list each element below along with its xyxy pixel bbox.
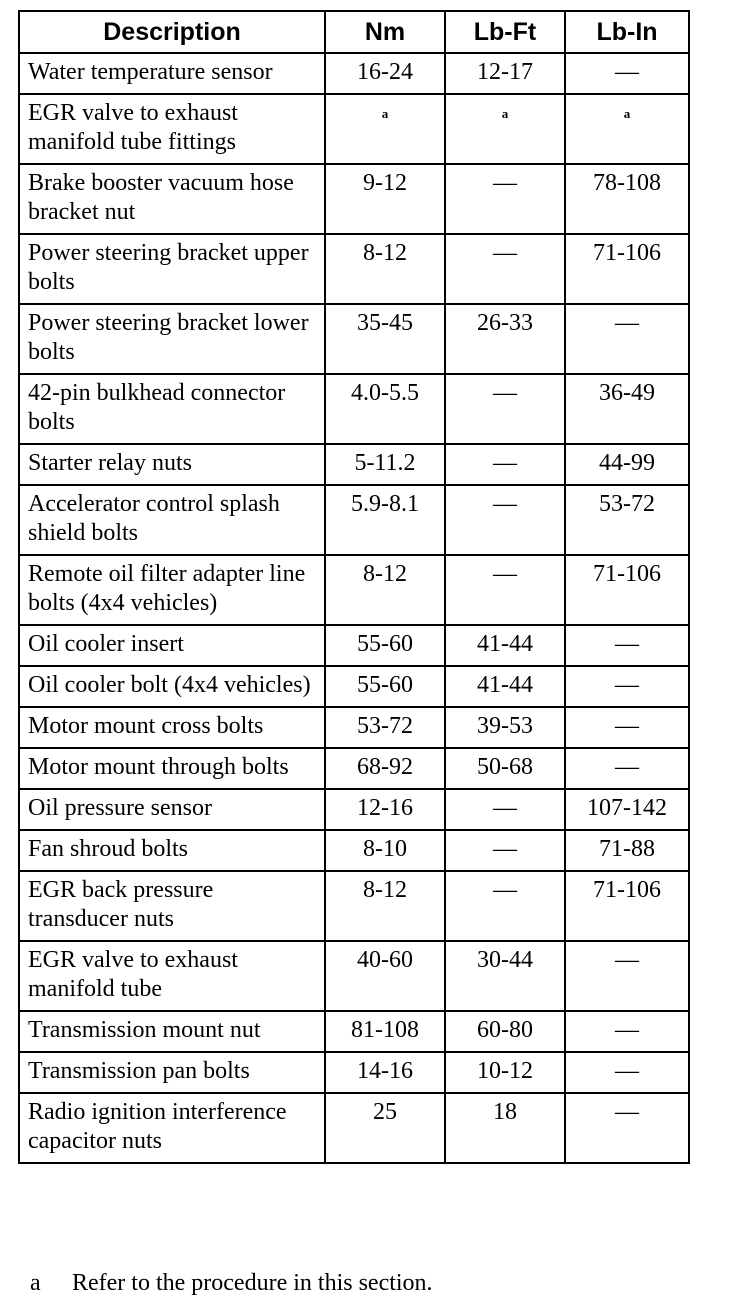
table-row xyxy=(19,444,689,485)
table-row xyxy=(19,555,689,625)
table-row xyxy=(19,871,689,941)
table-row xyxy=(19,1093,689,1163)
table-body xyxy=(19,53,689,1163)
cell-lbin: — xyxy=(565,1011,689,1052)
cell-lbft: 39-53 xyxy=(445,707,565,748)
table-row xyxy=(19,789,689,830)
cell-description: EGR back pressure transducer nuts xyxy=(19,871,325,941)
cell-description: Accelerator control splash shield bolts xyxy=(19,485,325,555)
table-row xyxy=(19,53,689,94)
column-header-lbft: Lb-Ft xyxy=(445,11,565,53)
footnote-marker: a xyxy=(30,1270,41,1296)
cell-description: Transmission mount nut xyxy=(19,1011,325,1052)
cell-nm: 55-60 xyxy=(325,625,445,666)
footnote xyxy=(30,1270,433,1297)
cell-nm: 25 xyxy=(325,1093,445,1163)
table-row xyxy=(19,164,689,234)
cell-lbin: 44-99 xyxy=(565,444,689,485)
cell-lbft: a xyxy=(445,94,565,164)
cell-nm: 5.9-8.1 xyxy=(325,485,445,555)
cell-lbft: 18 xyxy=(445,1093,565,1163)
cell-nm: 68-92 xyxy=(325,748,445,789)
cell-description: Power steering bracket upper bolts xyxy=(19,234,325,304)
cell-lbin: — xyxy=(565,1052,689,1093)
cell-lbin: — xyxy=(565,304,689,374)
cell-nm: 4.0-5.5 xyxy=(325,374,445,444)
cell-description: Oil cooler bolt (4x4 vehicles) xyxy=(19,666,325,707)
cell-nm: 16-24 xyxy=(325,53,445,94)
cell-lbin: 71-106 xyxy=(565,555,689,625)
cell-lbft: — xyxy=(445,485,565,555)
torque-spec-table xyxy=(18,10,690,1164)
table-row xyxy=(19,1011,689,1052)
column-header-lbin: Lb-In xyxy=(565,11,689,53)
cell-lbin: a xyxy=(565,94,689,164)
cell-lbin: — xyxy=(565,1093,689,1163)
table-row xyxy=(19,941,689,1011)
table-row xyxy=(19,94,689,164)
table-row xyxy=(19,625,689,666)
cell-lbft: 41-44 xyxy=(445,666,565,707)
cell-description: Motor mount cross bolts xyxy=(19,707,325,748)
cell-lbin: 78-108 xyxy=(565,164,689,234)
cell-lbin: 71-106 xyxy=(565,871,689,941)
cell-nm: 8-12 xyxy=(325,555,445,625)
cell-nm: 8-12 xyxy=(325,871,445,941)
cell-lbin: — xyxy=(565,707,689,748)
cell-nm: 5-11.2 xyxy=(325,444,445,485)
cell-lbft: — xyxy=(445,374,565,444)
column-header-description: Description xyxy=(19,11,325,53)
cell-lbft: 60-80 xyxy=(445,1011,565,1052)
cell-lbin: — xyxy=(565,941,689,1011)
cell-description: Radio ignition interference capacitor nuts xyxy=(19,1093,325,1163)
column-header-nm: Nm xyxy=(325,11,445,53)
cell-nm: a xyxy=(325,94,445,164)
cell-nm: 35-45 xyxy=(325,304,445,374)
cell-description: Motor mount through bolts xyxy=(19,748,325,789)
cell-nm: 53-72 xyxy=(325,707,445,748)
table-row xyxy=(19,1052,689,1093)
cell-lbft: — xyxy=(445,830,565,871)
cell-lbft: 10-12 xyxy=(445,1052,565,1093)
table-row xyxy=(19,707,689,748)
cell-lbin: 71-88 xyxy=(565,830,689,871)
cell-lbft: — xyxy=(445,444,565,485)
cell-lbin: — xyxy=(565,625,689,666)
cell-lbft: — xyxy=(445,789,565,830)
cell-lbft: 41-44 xyxy=(445,625,565,666)
cell-lbft: 50-68 xyxy=(445,748,565,789)
cell-lbin: — xyxy=(565,666,689,707)
table-row xyxy=(19,666,689,707)
cell-description: EGR valve to exhaust manifold tube fittings xyxy=(19,94,325,164)
footnote-text: Refer to the procedure in this section. xyxy=(72,1270,433,1296)
cell-description: Oil cooler insert xyxy=(19,625,325,666)
cell-description: Remote oil filter adapter line bolts (4x4 vehicles) xyxy=(19,555,325,625)
cell-description: Starter relay nuts xyxy=(19,444,325,485)
table-row xyxy=(19,374,689,444)
cell-lbin: — xyxy=(565,53,689,94)
cell-lbin: — xyxy=(565,748,689,789)
cell-nm: 8-12 xyxy=(325,234,445,304)
cell-lbft: — xyxy=(445,234,565,304)
cell-lbft: — xyxy=(445,871,565,941)
cell-lbin: 36-49 xyxy=(565,374,689,444)
table-row xyxy=(19,748,689,789)
cell-description: Oil pressure sensor xyxy=(19,789,325,830)
table-row xyxy=(19,485,689,555)
cell-description: Fan shroud bolts xyxy=(19,830,325,871)
cell-lbin: 107-142 xyxy=(565,789,689,830)
cell-description: 42-pin bulkhead connector bolts xyxy=(19,374,325,444)
cell-lbft: 26-33 xyxy=(445,304,565,374)
cell-description: Transmission pan bolts xyxy=(19,1052,325,1093)
cell-nm: 9-12 xyxy=(325,164,445,234)
cell-nm: 40-60 xyxy=(325,941,445,1011)
cell-lbin: 71-106 xyxy=(565,234,689,304)
torque-spec-sheet xyxy=(18,10,688,1164)
table-row xyxy=(19,304,689,374)
cell-lbft: 30-44 xyxy=(445,941,565,1011)
table-row xyxy=(19,234,689,304)
cell-description: Water temperature sensor xyxy=(19,53,325,94)
cell-description: Brake booster vacuum hose bracket nut xyxy=(19,164,325,234)
cell-nm: 14-16 xyxy=(325,1052,445,1093)
table-header-row xyxy=(19,11,689,53)
cell-lbft: 12-17 xyxy=(445,53,565,94)
cell-nm: 81-108 xyxy=(325,1011,445,1052)
cell-lbin: 53-72 xyxy=(565,485,689,555)
cell-lbft: — xyxy=(445,164,565,234)
table-row xyxy=(19,830,689,871)
cell-description: Power steering bracket lower bolts xyxy=(19,304,325,374)
cell-nm: 8-10 xyxy=(325,830,445,871)
cell-lbft: — xyxy=(445,555,565,625)
cell-nm: 55-60 xyxy=(325,666,445,707)
cell-nm: 12-16 xyxy=(325,789,445,830)
cell-description: EGR valve to exhaust manifold tube xyxy=(19,941,325,1011)
